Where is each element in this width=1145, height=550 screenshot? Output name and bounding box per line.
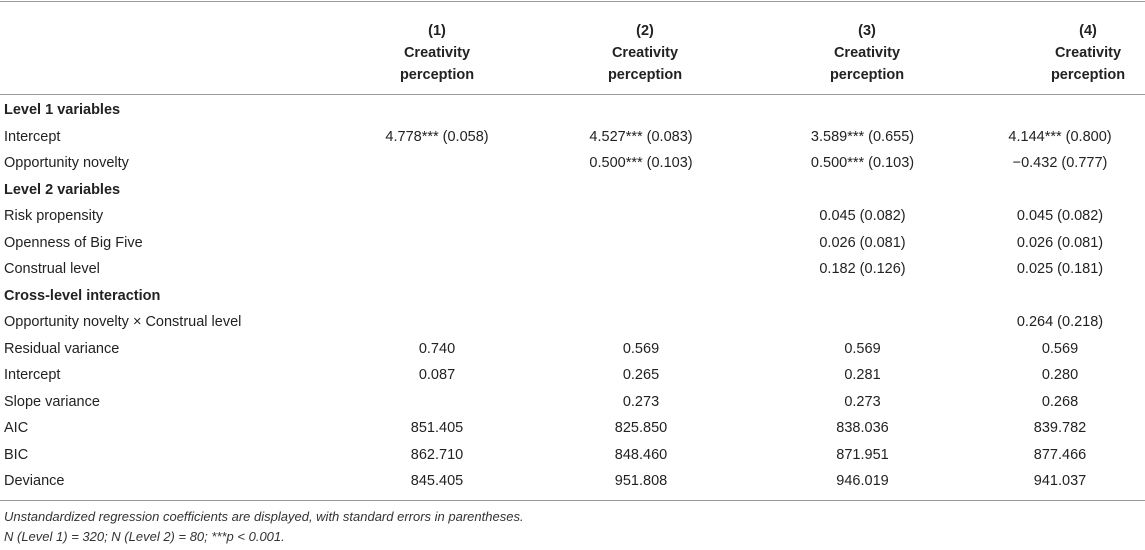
table-body	[0, 97, 1145, 495]
cell-col-2: 951.808	[614, 473, 668, 490]
table-row	[0, 124, 1145, 151]
column-header-4	[1008, 20, 1145, 86]
cell-col-3	[750, 97, 975, 124]
cell-col-2	[532, 203, 750, 230]
cell-col-4	[975, 177, 1145, 204]
cell-col-3: 946.019	[836, 473, 889, 490]
column-header-2	[565, 20, 725, 86]
row-label: Construal level	[4, 261, 100, 278]
table-row	[0, 415, 1145, 442]
cell-col-1: 845.405	[410, 473, 464, 490]
cell-col-1	[342, 309, 532, 336]
cell-col-1: 851.405	[410, 420, 464, 437]
cell-col-3: 871.951	[836, 446, 889, 463]
row-label: Risk propensity	[4, 208, 104, 225]
cell-col-1	[342, 97, 532, 124]
cell-col-4: 0.026 (0.081)	[1016, 234, 1104, 251]
table-row	[0, 336, 1145, 363]
column-title-line1: Creativity	[1054, 45, 1122, 61]
cell-col-3: 0.273	[844, 393, 881, 410]
section-row	[0, 97, 1145, 124]
row-label: AIC	[4, 420, 29, 437]
row-label: Residual variance	[4, 340, 120, 357]
cell-col-1	[342, 203, 532, 230]
cell-col-1: 0.740	[418, 340, 456, 357]
cell-col-4: 839.782	[1033, 420, 1087, 437]
section-label: Level 1 variables	[4, 102, 121, 119]
column-title-line1: Creativity	[611, 45, 679, 61]
cell-col-3: 838.036	[836, 420, 889, 437]
footnote-1: Unstandardized regression coefficients are displayed, with standard errors in parentheses.	[4, 509, 524, 524]
column-header-3	[787, 20, 947, 86]
cell-col-1	[342, 150, 532, 177]
cell-col-1: 0.087	[418, 367, 456, 384]
cell-col-4: 877.466	[1033, 446, 1087, 463]
cell-col-1	[342, 256, 532, 283]
cell-col-4: 0.268	[1041, 393, 1079, 410]
table-row	[0, 309, 1145, 336]
column-title-line2: perception	[399, 67, 475, 83]
row-label: Opportunity novelty	[4, 155, 129, 172]
cell-col-2: 848.460	[614, 446, 668, 463]
table-row	[0, 150, 1145, 177]
cell-col-2	[532, 283, 750, 310]
table-row	[0, 442, 1145, 469]
cell-col-2: 825.850	[614, 420, 668, 437]
row-label: Intercept	[4, 367, 61, 384]
column-number: (3)	[858, 23, 876, 39]
column-header-1	[357, 20, 517, 86]
cell-col-1	[342, 283, 532, 310]
cell-col-2	[532, 309, 750, 336]
cell-col-3: 0.500*** (0.103)	[810, 155, 915, 172]
column-number: (4)	[1079, 23, 1097, 39]
cell-col-4: −0.432 (0.777)	[1012, 155, 1108, 172]
cell-col-4: 0.025 (0.181)	[1016, 261, 1104, 278]
column-number: (1)	[428, 23, 446, 39]
row-label: Intercept	[4, 128, 61, 145]
row-label: Openness of Big Five	[4, 234, 143, 251]
cell-col-2: 0.273	[622, 393, 660, 410]
row-label: BIC	[4, 446, 29, 463]
table-row	[0, 203, 1145, 230]
top-rule	[0, 1, 1145, 2]
column-title-line1: Creativity	[403, 45, 471, 61]
cell-col-1	[342, 230, 532, 257]
cell-col-2	[532, 97, 750, 124]
column-title-line2: perception	[1050, 67, 1126, 83]
table-row	[0, 230, 1145, 257]
cell-col-3: 0.569	[844, 340, 881, 357]
cell-col-4: 0.569	[1041, 340, 1079, 357]
section-row	[0, 283, 1145, 310]
cell-col-1: 862.710	[410, 446, 464, 463]
cell-col-2	[532, 177, 750, 204]
table-row	[0, 468, 1145, 495]
column-title-line1: Creativity	[833, 45, 901, 61]
cell-col-2: 0.569	[622, 340, 660, 357]
table-row	[0, 256, 1145, 283]
cell-col-3: 0.026 (0.081)	[819, 234, 906, 251]
cell-col-4: 0.280	[1041, 367, 1079, 384]
cell-col-1	[342, 177, 532, 204]
cell-col-4: 0.045 (0.082)	[1016, 208, 1104, 225]
cell-col-4: 0.264 (0.218)	[1016, 314, 1104, 331]
footnote-2: N (Level 1) = 320; N (Level 2) = 80; ***p < 0.001.	[4, 529, 285, 544]
table-row	[0, 362, 1145, 389]
section-row	[0, 177, 1145, 204]
cell-col-3: 3.589*** (0.655)	[810, 128, 915, 145]
row-label: Slope variance	[4, 393, 100, 410]
cell-col-2: 4.527*** (0.083)	[589, 128, 693, 145]
section-label: Level 2 variables	[4, 181, 121, 198]
cell-col-3	[750, 309, 975, 336]
column-title-line2: perception	[607, 67, 683, 83]
cell-col-3: 0.281	[844, 367, 881, 384]
cell-col-2: 0.265	[622, 367, 660, 384]
row-label: Deviance	[4, 473, 65, 490]
cell-col-2	[532, 256, 750, 283]
header-rule	[0, 94, 1145, 95]
cell-col-1	[342, 389, 532, 416]
column-title-line2: perception	[829, 67, 905, 83]
table-row	[0, 389, 1145, 416]
cell-col-3: 0.182 (0.126)	[819, 261, 906, 278]
cell-col-4: 4.144*** (0.800)	[1008, 128, 1112, 145]
cell-col-4	[975, 97, 1145, 124]
bottom-rule	[0, 500, 1145, 501]
cell-col-4: 941.037	[1033, 473, 1087, 490]
row-label: Opportunity novelty × Construal level	[4, 314, 242, 331]
section-label: Cross-level interaction	[4, 287, 161, 304]
column-number: (2)	[636, 23, 654, 39]
cell-col-3	[750, 177, 975, 204]
cell-col-4	[975, 283, 1145, 310]
cell-col-2: 0.500*** (0.103)	[589, 155, 693, 172]
cell-col-1: 4.778*** (0.058)	[385, 128, 489, 145]
cell-col-3: 0.045 (0.082)	[819, 208, 906, 225]
cell-col-2	[532, 230, 750, 257]
cell-col-3	[750, 283, 975, 310]
